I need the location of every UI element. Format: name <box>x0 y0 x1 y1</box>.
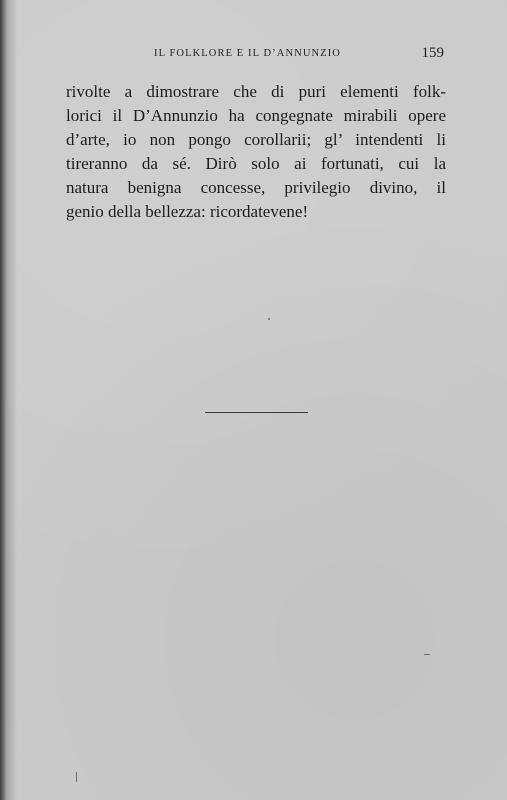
text-line: d’arte, io non pongo corollarii; gl’ intendenti li <box>66 130 446 149</box>
text-line: natura benigna concesse, privilegio divino, il <box>66 178 446 197</box>
text-line: lorici il D’Annunzio ha congegnate mirabili opere <box>66 106 446 125</box>
paper-speck <box>268 318 270 320</box>
end-of-chapter-rule <box>205 412 308 413</box>
running-head <box>66 45 446 65</box>
text-line: tireranno da sé. Dirò solo ai fortunati, cui la <box>66 154 446 173</box>
page-number: 159 <box>421 45 444 61</box>
running-title: IL FOLKLORE E IL D’ANNUNZIO <box>154 48 341 59</box>
body-paragraph <box>66 80 446 224</box>
paper-speck <box>76 772 77 782</box>
paper-speck <box>424 654 430 655</box>
text-line: genio della bellezza: ricordatevene! <box>66 202 309 221</box>
book-binding-edge <box>0 0 7 800</box>
binding-shadow <box>7 0 17 800</box>
text-line: rivolte a dimostrare che di puri elementi folk- <box>66 82 446 101</box>
